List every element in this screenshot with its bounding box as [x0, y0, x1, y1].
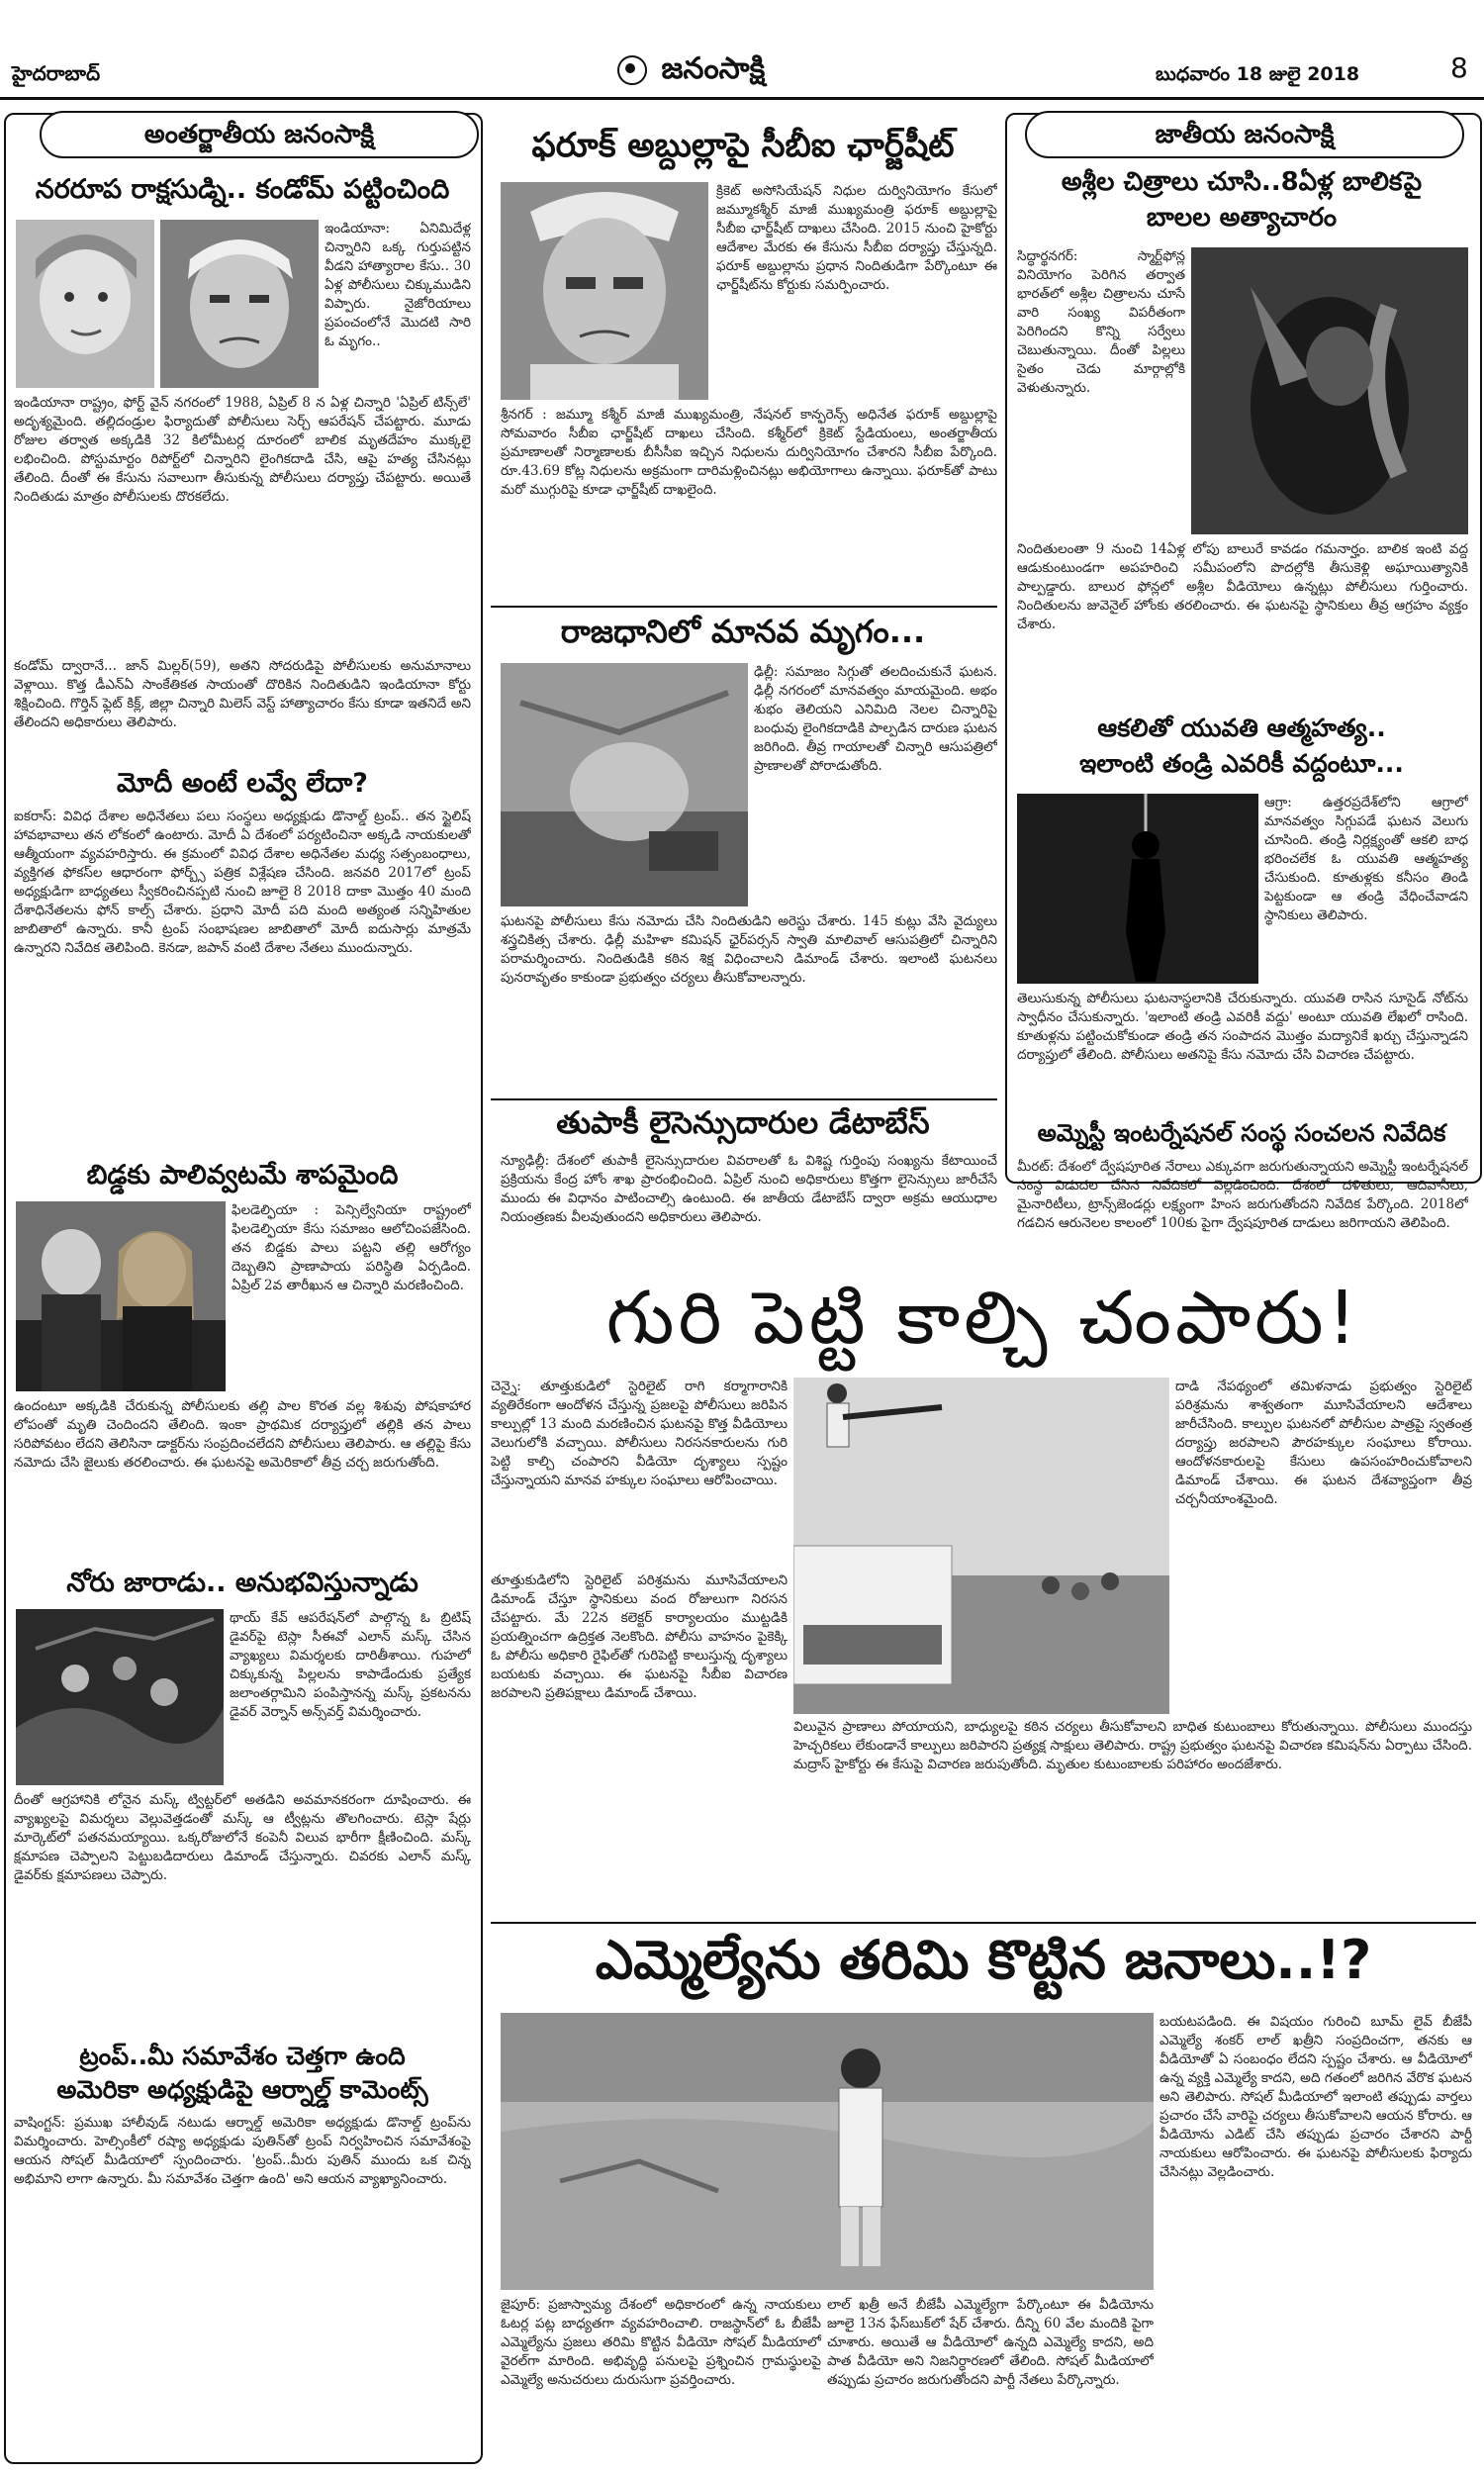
logo-icon: [617, 55, 647, 85]
right-story1-headline: అశ్లీల చిత్రాలు చూసి..8ఏళ్ల బాలికపై: [1061, 167, 1423, 197]
lead-text-c: విలువైన ప్రాణాలు పోయాయని, బాధ్యులపై కఠిన చర్యలు తీసుకోవాలని బాధిత కుటుంబాలు కోరుతున్నాయి. పోలీసులు ముందస్తు హెచ్చరికలు లేకుండానే కాల్పులు జరిపారని ప్రత్యక్ష సాక్షులు తెలిపారు. రాష్ట్ర ప్రభుత్వం ఘటనపై విచారణ కమిషన్‌ను ఏర్పాటు చేసింది. మద్రాస్‌ హైకోర్టు ఈ కేసుపై విచారణ జరుపుతోంది. మృతుల కుటుంబాలకు పరిహారం అందజేశారు.: [793, 1719, 1472, 1772]
left-story3-text-a: ఫిలడెల్ఫియా : పెన్సిల్వేనియా రాష్ట్రంలో ఫిలడెల్ఫియా కేసు సమాజం ఆలోచింపజేసింది. తన బిడ్డకు పాలు పట్టని తల్లి ఆరోగ్యం దెబ్బతిని ప్రాణాపాయ పరిస్థితి ఏర్పడింది. ఏప్రిల్‌ 2వ తారీఖున ఆ చిన్నారి మరణించింది.: [232, 1202, 471, 1293]
left-story5-subheadline: అమెరికా అధ్యక్షుడిపై ఆర్నాల్డ్‌ కామెంట్స్‌: [56, 2075, 428, 2104]
center-gun-text: న్యూఢిల్లీ: దేశంలో తుపాకీ లైసెన్సుదారుల వివరాలతో ఓ విశిష్ట గుర్తింపు సంఖ్యను కేటాయించే ప్రక్రియను కేంద్ర హోం శాఖ ప్రారంభించింది. ఏప్రిల్‌ నుంచి అధికారులు కొత్తగా లైసెన్సులు జారీచేసే ముందు ఈ విధానం పాటించాల్సి ఉంటుంది. ఈ జాతీయ డేటాబేస్‌ ద్వారా అక్రమ ఆయుధాల నియంత్రణకు వీలవుతుందని అధికారులు తెలిపారు.: [501, 1153, 997, 1225]
right-story2-text-b: తెలుసుకున్న పోలీసులు ఘటనాస్థలానికి చేరుకున్నారు. యువతి రాసిన సూసైడ్‌ నోట్‌ను స్వాధీనం చేసుకున్నారు. 'ఇలాంటి తండ్రి ఎవరికీ వద్దు' అంటూ యువతి లేఖలో రాసింది. కూతుళ్లను పట్టించుకోకుండా తండ్రి తన సంపాదన మొత్తం మద్యానికే ఖర్చు చేస్తున్నాడని దర్యాప్తులో తేలింది. పోలీసులు అతనిపై కేసు నమోదు చేసి విచారణ చేపట్టారు.: [1017, 991, 1468, 1063]
lead-text-b: తూత్తుకుడిలోని స్టెరిలైట్‌ పరిశ్రమను మూసివేయాలని డిమాండ్‌ చేస్తూ స్థానికులు వంద రోజులుగా నిరసన చేపట్టారు. మే 22న కలెక్టర్‌ కార్యాలయం ముట్టడికి ప్రయత్నించగా ఉద్రిక్తత నెలకొంది. పోలీసు వాహనం పైకెక్కి ఓ పోలీసు అధికారి రైఫిల్‌తో గురిపెట్టి కాలుస్తున్న దృశ్యాలు బయటకు వచ్చాయి. ఈ ఘటనపై సీబీఐ విచారణ జరపాలని ప్రతిపక్షాలు డిమాండ్‌ చేశాయి.: [491, 1572, 788, 1701]
lead-text-a: చెన్నై: తూత్తుకుడిలో స్టెరిలైట్‌ రాగి కర్మాగారానికి వ్యతిరేకంగా ఆందోళన చేస్తున్న ప్రజలపై పోలీసులు జరిపిన కాల్పుల్లో 13 మంది మరణించిన ఘటనపై కొత్త వీడియోలు వెలుగులోకి వచ్చాయి. పోలీసులు నిరసనకారులను గురి పెట్టి కాల్చి చంపారని వీడియో దృశ్యాలు స్పష్టం చేస్తున్నాయని మానవ హక్కుల సంఘాలు ఆరోపించాయి.: [491, 1379, 788, 1488]
lead-text-d: దాడి నేపథ్యంలో తమిళనాడు ప్రభుత్వం స్టెరిలైట్‌ పరిశ్రమను శాశ్వతంగా మూసివేయాలని ఆదేశాలు జారీచేసింది. కాల్పుల ఘటనలో పోలీసుల పాత్రపై స్వతంత్ర దర్యాప్తు జరపాలని పౌరహక్కుల సంఘాలు కోరాయి. ఆందోళనకారులపై కేసులు ఉపసంహరించుకోవాలని డిమాండ్‌ చేశాయి. ఈ ఘటన దేశవ్యాప్తంగా తీవ్ర చర్చనీయాంశమైంది.: [1175, 1379, 1472, 1507]
police-firing-photo: [793, 1378, 1169, 1714]
right-story1-text-a: సిద్ధార్థనగర్‌: స్మార్ట్‌ఫోన్ల వినియోగం పెరిగిన తర్వాత భారత్‌లో అశ్లీల చిత్రాలను చూసే వారి సంఖ్య విపరీతంగా పెరిగిందని కొన్ని సర్వేలు చెబుతున్నాయి. దీంతో పిల్లలు సైతం చెడు మార్గాల్లోకి వెళుతున్నారు.: [1017, 248, 1185, 396]
suspect-photo: [160, 220, 319, 388]
hanging-silhouette-illustration: [1017, 794, 1258, 984]
right-story3-text: మీరట్‌: దేశంలో ద్వేషపూరిత నేరాలు ఎక్కువగా జరుగుతున్నాయని అమ్నెస్టీ ఇంటర్నేషనల్‌ సంస్థ విడుదల చేసిన నివేదికలో వెల్లడించింది. దేశంలో దళితులు, ఆదివాసీలు, మైనారిటీలు, ట్రాన్స్‌జెండర్లు లక్ష్యంగా హింస జరుగుతోందని నివేదిక పేర్కొంది. 2018లో గడచిన ఆరునెలల కాలంలో 100కు పైగా ద్వేషపూరిత దాడులు జరిగాయని తెలిపింది.: [1017, 1159, 1468, 1231]
child-photo: [16, 220, 154, 388]
bottom-text-b: లాల్‌ ఖత్రీ అనే బీజేపీ ఎమ్మెల్యేగా పేర్కొంటూ ఈ వీడియోను జూలై 13న ఫేస్‌బుక్‌లో షేర్‌ చేశారు. దీన్ని 60 వేల మందికి పైగా చూశారు. అయితే ఆ వీడియోలో ఉన్నది ఎమ్మెల్యే కాదని, అది పాత వీడియో అని నిజనిర్ధారణలో తేలింది. సోషల్‌ మీడియాలో తప్పుడు ప్రచారం జరుగుతోందని పార్టీ నేతలు పేర్కొన్నారు.: [827, 2297, 1154, 2388]
mother-court-photo: [16, 1201, 226, 1391]
lead-headline: గురి పెట్టి కాల్చి చంపారు!: [605, 1276, 1361, 1361]
center-divider-1: [491, 606, 997, 608]
left-story1-text-a: ఇండియానా: ఏనిమిదేళ్ల చిన్నారిని ఒక్క గుర్తుపట్టిన వీడని హాత్యారాల కేసు.. 30 ఏళ్ల పోలీసులు చిక్కుముడిని విప్పారు. నైజోరియాలు ప్రపంచంలోనే మొదటి సారి ఓ మృగం..: [325, 221, 471, 349]
bottom-headline: ఎమ్మెల్యేను తరిమి కొట్టిన జనాలు..!?: [595, 1929, 1372, 1991]
left-story4-text-a: థాయ్‌ కేవ్‌ ఆపరేషన్‌లో పాల్గొన్న ఓ బ్రిటిష్‌ డైవర్‌పై టెస్లా సీఈవో ఎలాన్‌ మస్క్‌ చేసిన వ్యాఖ్యలు విమర్శలకు దారితీశాయి. గుహలో చిక్కుకున్న పిల్లలను కాపాడేందుకు ప్రత్యేక జలాంతర్గామిని పంపిస్తానన్న మస్క్‌ ప్రకటనను డైవర్‌ వెర్నాన్‌ అన్స్‌వర్త్‌ విమర్శించారు.: [230, 1610, 471, 1720]
right-story1-text-b: నిందితులంతా 9 నుంచి 14ఏళ్ల లోపు బాలురే కావడం గమనార్హం. బాలిక ఇంటి వద్ద ఆడుకుంటుండగా అపహరించి సమీపంలోని పొదల్లోకి తీసుకెళ్లి అఘాయిత్యానికి పాల్పడ్డారు. బాలుర ఫోన్లలో అశ్లీల వీడియోలు ఉన్నట్లు పోలీసులు గుర్తించారు. నిందితులను జువెనైల్‌ హోంకు తరలించారు. ఈ ఘటనపై స్థానికులు తీవ్ర ఆగ్రహం వ్యక్తం చేశారు.: [1017, 541, 1468, 632]
right-story2-headline: ఆకలితో యువతి ఆత్మహత్య..: [1097, 714, 1386, 742]
girl-abuse-illustration: [1191, 247, 1468, 534]
center-mid-text-b: ఘటనపై పోలీసులు కేసు నమోదు చేసి నిందితుడిని అరెస్టు చేశారు. 145 కుట్లు వేసి వైద్యులు శస్త్రచికిత్స చేశారు. ఢిల్లీ మహిళా కమిషన్‌ ఛైర్‌పర్సన్‌ స్వాతి మాలివాల్‌ ఆసుపత్రిలో చిన్నారిని పరామర్శించారు. నిందితుడికి కఠిన శిక్ష విధించాలని డిమాండ్‌ చేశారు. ఇలాంటి ఘటనలు పునరావృతం కాకుండా ప్రభుత్వం చర్యలు తీసుకోవాలన్నారు.: [501, 913, 997, 986]
mla-video-still: [501, 2013, 1154, 2290]
left-story2-text: ఐకరాస్‌: వివిధ దేశాల అధినేతలు పలు సంస్థలు అధ్యక్షుడు డొనాల్డ్‌ ట్రంప్‌.. తన స్టైలిష్‌ హావభావాలు తన లోకంలో ఉంటారు. మోదీ ఏ దేశంలో పర్యటించినా అక్కడి నాయకులతో ఆత్మీయంగా వ్యవహరిస్తారు. ఈ క్రమంలో వివిధ దేశాల అధినేతల మధ్య సత్సంబంధాలు, వ్యక్తిగత ఫోకస్‌ల ఆధారంగా ఫోర్బ్స్‌ పత్రిక విశ్లేషణ చేసింది. జనవరి 2017లో ట్రంప్‌ అధ్యక్షుడిగా బాధ్యతలు స్వీకరించినప్పటి నుంచి జూలై 8 2018 దాకా మొత్తం 40 మంది దేశాధినేతలను ఫోన్‌ కాల్స్‌ చేశారు. ప్రధాని మోదీ పది మంది అత్యంత సన్నిహితుల జాబితాలో ఉన్నారు. కానీ ట్రంప్‌ సంభాషణల జాబితాలో మోదీ ఐదుసార్లు మాత్రమే ఉన్నారని నివేదిక తెలిపింది. కెనడా, జపాన్‌ వంటి దేశాల నేతలు ముందున్నారు.: [14, 809, 471, 956]
left-story4-text-b: దీంతో ఆగ్రహానికి లోనైన మస్క్‌ ట్విట్టర్‌లో అతడిని అవమానకరంగా దూషించారు. ఈ వ్యాఖ్యలపై విమర్శలు వెల్లువెత్తడంతో మస్క్‌ ఆ ట్వీట్లను తొలగించారు. టెస్లా షేర్లు మార్కెట్‌లో పతనమయ్యాయి. ఒక్కరోజులోనే కంపెనీ విలువ భారీగా క్షీణించింది. మస్క్‌ క్షమాపణ చెప్పాలని పెట్టుబడిదారులు డిమాండ్‌ చేస్తున్నారు. చివరకు ఎలాన్‌ మస్క్‌ డైవర్‌కు క్షమాపణలు చెప్పారు.: [14, 1792, 471, 1883]
left-story1-headline: నరరూప రాక్షసుడ్ని.. కండోమ్‌ పట్టించింది: [35, 174, 450, 205]
left-story4-headline: నోరు జారాడు.. అనుభవిస్తున్నాడు: [66, 1568, 418, 1598]
right-story3-headline: అమ్నెస్టీ ఇంటర్నేషనల్‌ సంస్థ సంచలన నివేదిక: [1037, 1119, 1446, 1147]
issue-date: బుధవారం 18 జులై 2018: [1156, 63, 1360, 85]
left-story5-text: వాషింగ్టన్‌: ప్రముఖ హాలీవుడ్‌ నటుడు ఆర్నాల్డ్‌ అమెరికా అధ్యక్షుడు డొనాల్డ్‌ ట్రంప్‌ను విమర్శించారు. హెల్సింకీలో రష్యా అధ్యక్షుడు పుతిన్‌తో ట్రంప్‌ నిర్వహించిన సమావేశంపై ఆయన సోషల్‌ మీడియాలో స్పందించారు. 'ట్రంప్‌..మీరు పుతిన్‌ ముందు ఒక చిన్న అభిమాని లాగా ఉన్నారు. మీ సమావేశం చెత్తగా ఉంది' అని ఆయన వ్యాఖ్యానించారు.: [14, 2115, 471, 2187]
right-story2-subheadline: ఇలాంటి తండ్రి ఎవరికీ వద్దంటూ...: [1079, 749, 1404, 778]
bottom-text-a: జైపూర్‌: ప్రజాస్వామ్య దేశంలో అధికారంలో ఉన్న నాయకులు ఓటర్ల పట్ల బాధ్యతగా వ్యవహరించాలి. రాజస్థాన్‌లో ఓ బీజేపీ ఎమ్మెల్యేను ప్రజలు తరిమి కొట్టిన వీడియో సోషల్‌ మీడియాలో వైరల్‌గా మారింది. అభివృద్ధి పనులపై ప్రశ్నించిన గ్రామస్థులపై ఎమ్మెల్యే అనుచరులు దురుసుగా ప్రవర్తించారు.: [501, 2297, 821, 2388]
international-section-banner: అంతర్జాతీయ జనంసాక్షి: [40, 111, 479, 158]
left-story5-headline: ట్రంప్‌..మీ సమావేశం చెత్తగా ఉంది: [79, 2042, 406, 2070]
center-top-text-a: క్రికెట్‌ అసోసియేషన్‌ నిధుల దుర్వినియోగం కేసులో జమ్మూకశ్మీర్‌ మాజీ ముఖ్యమంత్రి ఫరూక్‌ అబ్దుల్లాపై సీబీఐ ఛార్జ్‌షీట్‌ దాఖలు చేసింది. 2015 నుంచి హైకోర్టు ఆదేశాల మేరకు ఈ కేసును సీబీఐ దర్యాప్తు చేస్తున్నది. ఫరూక్‌ అబ్దుల్లాను ప్రధాన నిందితుడిగా పేర్కొంటూ ఈ ఛార్జ్‌షీట్‌ను కోర్టుకు సమర్పించారు.: [716, 183, 997, 293]
paper-title: జనంసాక్షి: [661, 51, 766, 86]
left-story1-text-b: ఇండియానా రాష్ట్రం, ఫోర్ట్‌ వైన్‌ నగరంలో 1988, ఏప్రిల్‌ 8 న ఏళ్ల చిన్నారి 'ఏప్రిల్‌ టిన్స్‌లే' అదృశ్యమైంది. తల్లిదండ్రుల ఫిర్యాదుతో పోలీసులు సెర్చ్‌ ఆపరేషన్‌ చేపట్టారు. మూడు రోజుల తర్వాత అక్కడికి 32 కిలోమీటర్ల దూరంలో బాలిక మృతదేహం ముక్కలై లభించింది. పోస్టుమార్టం రిపోర్ట్‌లో చిన్నారిని లైంగికదాడి చేసి, ఆపై హత్య చేసినట్లు తేలింది. దీంతో ఈ కేసును సవాలుగా తీసుకున్న పోలీసులు దర్యాప్తు చేపట్టారు. అయితే నిందితుడు మాత్రం పోలీసులకు దొరకలేదు.: [14, 395, 471, 505]
lead-bottom-rule: [491, 1922, 1476, 1924]
left-story1-text-c: కండోమ్‌ ద్వారానే... జాన్‌ మిల్లర్‌(59), అతని సోదరుడిపై పోలీసులకు అనుమానాలు వెళ్లాయి. కొత్త డీఎన్‌ఏ సాంకేతికత సాయంతో దొరికిన నిందితుడిని ఇండియానా కోర్టు శిక్షించింది. గొర్తిన్‌ ఫ్లెట్‌ కిక్ల్‌, జిల్లా చిన్నారి మిలెస్‌ వెస్ట్‌ హాత్యాచారం కేసు కూడా ఇతనిదే అని తేలిందని అధికారులు తెలిపారు.: [14, 658, 471, 730]
center-top-headline: ఫరూక్‌ అబ్దుల్లాపై సీబీఐ ఛార్జ్‌షీట్‌: [531, 126, 955, 165]
national-section-banner: జాతీయ జనంసాక్షి: [1025, 111, 1464, 158]
farooq-abdullah-photo: [501, 182, 708, 400]
center-mid-headline: రాజధానిలో మానవ మృగం...: [560, 613, 926, 650]
cave-rescue-photo: [16, 1609, 224, 1785]
center-top-text-b: శ్రీనగర్‌ : జమ్మూ కశ్మీర్‌ మాజీ ముఖ్యమంత్రి, నేషనల్‌ కాన్ఫరెన్స్‌ అధినేత ఫరూక్‌ అబ్దుల్లాపై సోమవారం సీబీఐ ఛార్జ్‌షీట్‌ దాఖలు చేసింది. కశ్మీర్‌లో క్రికెట్‌ స్టేడియంలు, అంతర్జాతీయ ప్రమాణాలతో నిర్మాణాలకు బీసీసీఐ ఇచ్చిన నిధులను దుర్వినియోగం చేశారని సీబీఐ పేర్కొంది. రూ.43.69 కోట్ల నిధులను అక్రమంగా దారిమళ్లించినట్లు అభియోగాలు ఉన్నాయి. ఫరూక్‌తో పాటు మరో ముగ్గురిపై కూడా ఛార్జ్‌షీట్‌ దాఖలైంది.: [501, 407, 997, 498]
left-story3-text-b: ఉందంటూ అక్కడికి చేరుకున్న పోలీసులకు తల్లి పాల కొరత వల్ల శిశువు పోషకాహార లోపంతో మృతి చెందిందని తేలింది. ఇంకా ప్రాథమిక దర్యాప్తులో తల్లికి తన పాలు సరిపోవటం లేదని తెలిసినా డాక్టర్‌ను సంప్రదించలేదని పోలీసులు తెలిపారు. ఆ తల్లిపై కేసు నమోదు చేసి జైలుకు తరలించారు. ఈ ఘటనపై అమెరికాలో తీవ్ర చర్చ జరుగుతోంది.: [14, 1398, 471, 1471]
right-story1-subheadline: బాలల అత్యాచారం: [1146, 203, 1338, 233]
bottom-text-c: బయటపడింది. ఈ విషయం గురించి బూమ్‌ లైవ్‌ బీజేపీ ఎమ్మెల్యే శంకర్‌ లాల్‌ ఖత్రీని సంప్రదించగా, తనకు ఆ వీడియోతో ఏ సంబంధం లేదని స్పష్టం చేశారు. ఆ వీడియోలో ఉన్న వ్యక్తి ఎమ్మెల్యే కాదని, అది గతంలో జరిగిన వేరొక ఘటన అని తెలిపారు. సోషల్‌ మీడియాలో ఇలాంటి తప్పుడు వార్తలు ప్రచారం చేసే వారిపై చర్యలు తీసుకోవాలని ఆయన కోరారు. ఆ వీడియోను ఎడిట్‌ చేసి తప్పుడు ప్రచారం చేశారని పార్టీ నాయకులు ఆరోపించారు. ఈ ఘటనపై పోలీసులకు ఫిర్యాదు చేసినట్లు వెల్లడించారు.: [1159, 2014, 1472, 2180]
center-mid-text-a: ఢిల్లీ: సమాజం సిగ్గుతో తలదించుకునే ఘటన. ఢిల్లీ నగరంలో మానవత్వం మాయమైంది. అభం శుభం తెలియని ఎనిమిది నెలల చిన్నారిపై బంధువు లైంగికదాడికి పాల్పడిన దారుణ ఘటన జరిగింది. తీవ్ర గాయాలతో చిన్నారి ఆసుపత్రిలో ప్రాణాలతో పోరాడుతోంది.: [754, 664, 997, 774]
left-story2-headline: మోదీ అంటే లవ్వే లేదా?: [117, 768, 368, 799]
masthead-rule: [0, 97, 1484, 100]
page-number: 8: [1450, 51, 1468, 84]
paper-name: [617, 51, 765, 93]
left-story3-headline: బిడ్డకు పాలివ్వటమే శాపమైంది: [86, 1160, 399, 1190]
right-story2-text-a: ఆగ్రా: ఉత్తరప్రదేశ్‌లోని ఆగ్రాలో మానవత్వం సిగ్గుపడే ఘటన వెలుగు చూసింది. తండ్రి నిర్లక్ష్యంతో ఆకలి బాధ భరించలేక ఓ యువతి ఆత్మహత్య చేసుకుంది. కూతుళ్లకు కనీసం తిండి పెట్టకుండా ఆ తండ్రి వేధించేవాడని స్థానికులు తెలిపారు.: [1264, 795, 1468, 923]
center-divider-2: [491, 1098, 997, 1100]
crime-scene-photo: [501, 663, 748, 906]
edition-label: హైదరాబాద్: [12, 61, 101, 85]
center-gun-headline: తుపాకీ లైసెన్సుదారుల డేటాబేస్‌: [556, 1105, 930, 1141]
